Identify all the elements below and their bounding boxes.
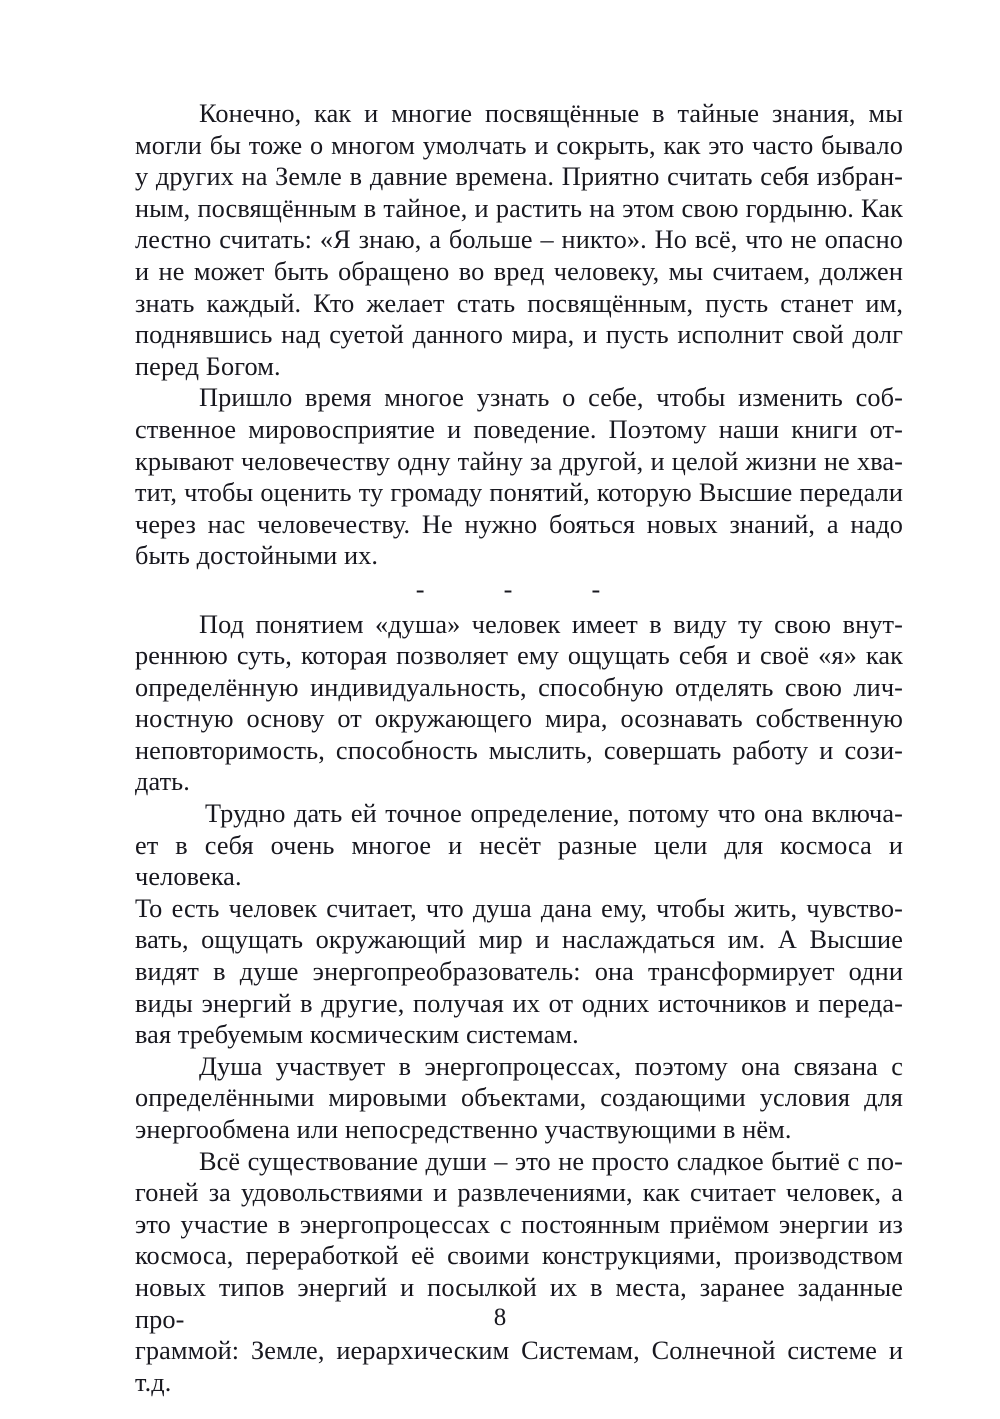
text-line: через нас человечеству. Не нужно бояться новых знаний, а надо [135,509,903,539]
text-line: поднявшись над суетой данного мира, и пусть исполнит свой долг [135,320,903,350]
text-line: и не может быть обращено во вред человеку, мы считаем, должен [135,256,903,286]
paragraph-3 [135,609,903,799]
paragraph-1 [135,98,903,382]
text-line: виды энергий в другие, получая их от одних источников и переда- [135,988,903,1018]
paragraph-6 [135,1146,903,1399]
text-line: ственное мировосприятие и поведение. Поэтому наши книги от- [135,414,903,444]
text-line: Пришло время многое узнать о себе, чтобы изменить соб- [199,383,903,413]
text-line: ет в себя очень многое и несёт разные цели для космоса и человека. [135,830,903,892]
text-line: То есть человек считает, что душа дана ему, чтобы жить, чувство- [135,893,903,923]
text-line: определёнными мировыми объектами, создающими условия для [135,1083,903,1113]
text-line: ным, посвящённым в тайное, и растить на этом свою гордыню. Как [135,193,903,223]
text-line: гоней за удовольствиями и развлечениями, как считает человек, а [135,1178,903,1208]
text-line: видят в душе энергопреобразователь: она трансформирует одни [135,957,903,987]
paragraph-4 [135,798,903,1051]
text-line: неповторимость, способность мыслить, совершать работу и сози- [135,735,903,765]
text-line: вать, ощущать окружающий мир и наслаждаться им. А Высшие [135,925,903,955]
text-line: это участие в энергопроцессах с постоянным приёмом энергии из [135,1209,903,1239]
text-line: космоса, переработкой её своими конструкциями, производством [135,1241,903,1271]
text-line: лестно считать: «Я знаю, а больше – никто». Но всё, что не опасно [135,225,903,255]
text-line: могли бы тоже о многом умолчать и сокрыть, как это часто бывало [135,130,903,160]
paragraph-2 [135,382,903,572]
text-line: Всё существование души – это не просто сладкое бытиё с по- [199,1146,903,1176]
text-line: вая требуемым космическим системам. [135,1020,579,1050]
text-line: реннюю суть, которая позволяет ему ощущать себя и своё «я» как [135,641,903,671]
text-line: Трудно дать ей точное определение, потому что она включа- [205,799,903,829]
text-line: граммой: Земле, иерархическим Системам, Солнечной системе и [135,1336,903,1366]
text-line: дать. [135,767,190,797]
text-line: знать каждый. Кто желает стать посвящённым, пусть станет им, [135,288,903,318]
text-line: Под понятием «душа» человек имеет в виду ту свою внут- [199,609,903,639]
body-text-column [135,98,903,1398]
text-line: быть достойными их. [135,541,379,571]
text-line: перед Богом. [135,351,281,381]
text-line: новых типов энергий и посылкой их в места, заранее заданные про- [135,1272,903,1334]
text-line: определённую индивидуальность, способную отделять свою лич- [135,672,903,702]
text-line: ностную основу от окружающего мира, осознавать собственную [135,704,903,734]
text-line: т.д. [135,1367,172,1397]
section-divider: - - - [415,574,623,604]
text-line: тит, чтобы оценить ту громаду понятий, которую Высшие передали [135,478,903,508]
text-line: энергообмена или непосредственно участвующими в нём. [135,1115,792,1144]
paragraph-5 [135,1051,903,1146]
text-line: крывают человечеству одну тайну за другой, и целой жизни не хва- [135,446,903,476]
text-line: у других на Земле в давние времена. Приятно считать себя избран- [135,162,903,192]
text-line: Душа участвует в энергопроцессах, поэтому она связана с [199,1051,903,1081]
page-number: 8 [493,1304,507,1331]
text-line: Конечно, как и многие посвящённые в тайные знания, мы [199,99,903,128]
